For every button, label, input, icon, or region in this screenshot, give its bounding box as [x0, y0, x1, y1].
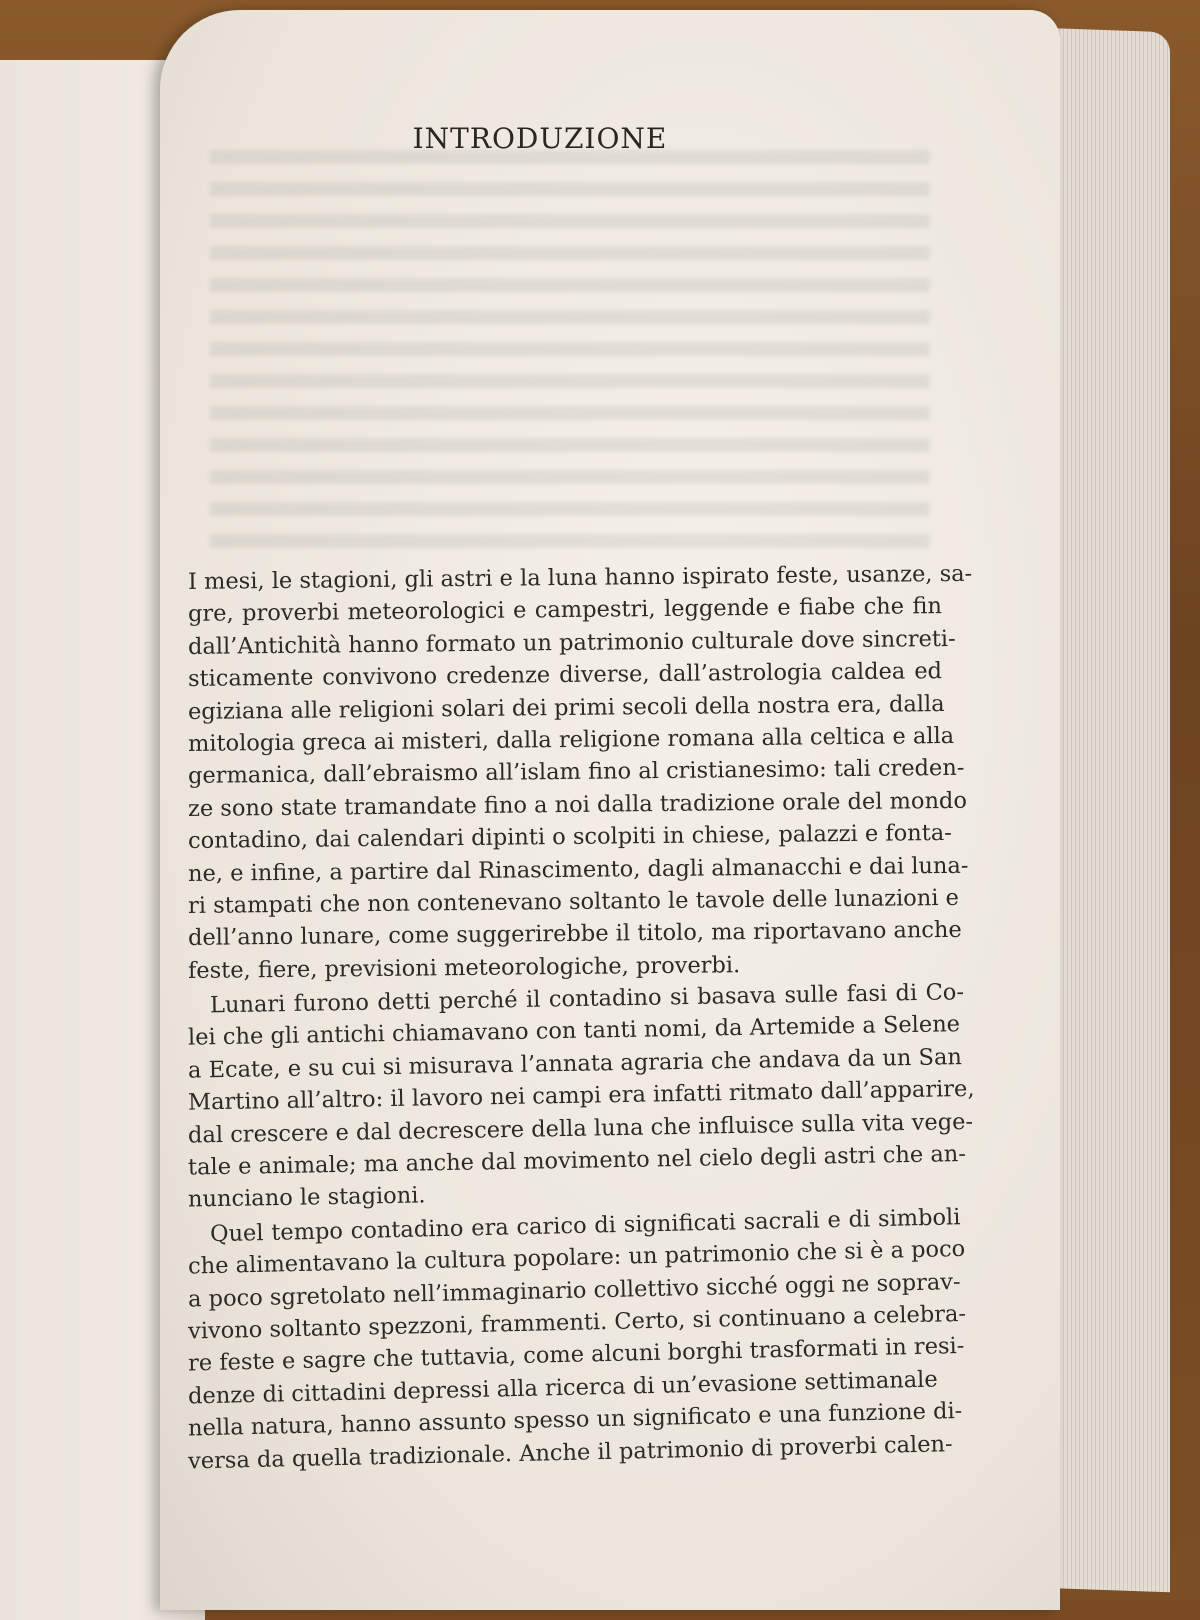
bleed-through-text — [210, 150, 930, 550]
text-line: versa da quella tradizionale. Anche il patrimonio di proverbi calen- — [187, 1430, 953, 1475]
text-line: egiziana alle religioni solari dei primi secoli della nostra era, dalla — [187, 690, 945, 725]
text-line: vivono soltanto spezzoni, frammenti. Certo, si continuano a celebra- — [187, 1300, 967, 1345]
text-line: nella natura, hanno assunto spesso un significato e una funzione di- — [187, 1398, 963, 1442]
text-line: denze di cittadini depressi alla ricerca di un’evasione settimanale — [187, 1366, 938, 1410]
text-line: Lunari furono detti perché il contadino si basava sulle fasi di Co- — [209, 979, 965, 1019]
text-line: Quel tempo contadino era carico di significati sacrali e di simboli — [209, 1204, 961, 1248]
text-line: Martino all’altro: il lavoro nei campi era infatti ritmato dall’apparire, — [187, 1076, 975, 1116]
body-text — [187, 560, 975, 1475]
text-line: mitologia greca ai misteri, dalla religione romana alla celtica e alla — [187, 722, 955, 757]
text-line: ze sono state tramandate fino a noi dalla tradizione orale del mondo — [187, 787, 968, 822]
text-line: germanica, dall’ebraismo all’islam fino al cristianesimo: tali creden- — [187, 755, 965, 790]
text-line: ne, e infine, a partire dal Rinascimento, dagli almanacchi e dai luna- — [187, 852, 969, 887]
text-line: dall’Antichità hanno formato un patrimonio culturale dove sincreti- — [187, 625, 956, 660]
text-line: dal crescere e dal decrescere della luna che influisce sulla vita vege- — [187, 1108, 974, 1149]
text-line: re feste e sagre che tuttavia, come alcuni borghi trasformati in resi- — [187, 1333, 965, 1377]
text-line: che alimentavano la cultura popolare: un patrimonio che si è a poco — [187, 1236, 966, 1280]
text-line: lei che gli antichi chiamavano con tanti nomi, da Artemide a Selene — [187, 1011, 961, 1052]
text-line: dell’anno lunare, come suggerirebbe il titolo, ma riportavano anche — [187, 917, 962, 952]
text-line: a Ecate, e su cui si misurava l’annata agraria che andava da un San — [187, 1043, 963, 1084]
text-line: gre, proverbi meteorologici e campestri, leggende e fiabe che fin — [187, 593, 943, 628]
text-line: nunciano le stagioni. — [187, 1182, 426, 1213]
text-line: I mesi, le stagioni, gli astri e la luna hanno ispirato feste, usanze, sa- — [187, 560, 973, 595]
text-line: feste, fiere, previsioni meteorologiche, proverbi. — [187, 951, 741, 984]
text-line: contadino, dai calendari dipinti o scolpiti in chiese, palazzi e fonta- — [187, 820, 952, 855]
text-line: tale e animale; ma anche dal movimento nel cielo degli astri che an- — [187, 1141, 967, 1181]
text-line: ri stampati che non contenevano soltanto le tavole delle lunazioni e — [187, 884, 960, 919]
chapter-title: INTRODUZIONE — [412, 122, 668, 155]
text-line: a poco sgretolato nell’immaginario collettivo sicché oggi ne soprav- — [187, 1268, 961, 1313]
text-line: sticamente convivono credenze diverse, dall’astrologia caldea ed — [187, 658, 943, 693]
